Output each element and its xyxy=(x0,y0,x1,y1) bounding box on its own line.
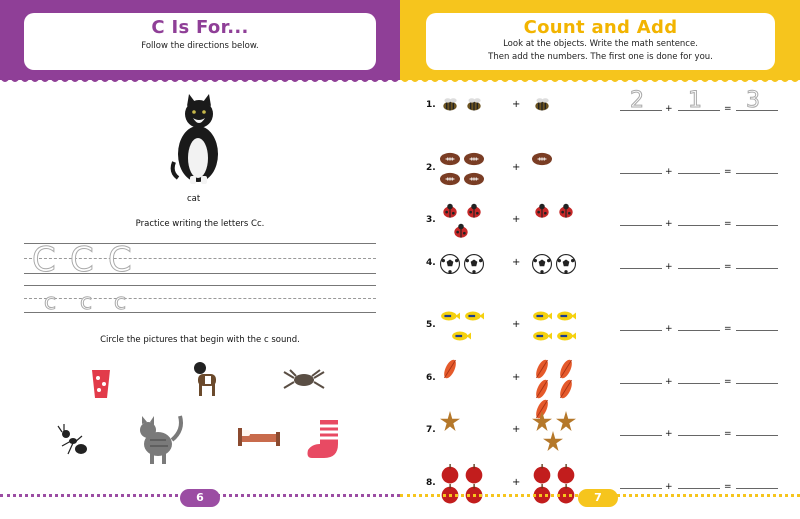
plus-sign: + xyxy=(512,476,521,488)
leaf-icon xyxy=(440,359,460,379)
header-card xyxy=(426,13,775,70)
soccer-ball-icon xyxy=(440,254,460,274)
plus-sign: + xyxy=(512,99,521,110)
answer-blank[interactable] xyxy=(620,435,662,436)
trace-letter-c[interactable]: c xyxy=(44,290,57,315)
leaf-icon xyxy=(556,359,576,379)
writing-line-base xyxy=(24,312,376,313)
row-label: 5. xyxy=(426,320,436,330)
equals-sign: = xyxy=(724,481,732,492)
answer-blank[interactable] xyxy=(678,488,720,489)
trace-letter-c[interactable]: c xyxy=(114,290,127,315)
plus-sign: + xyxy=(665,219,673,229)
football-icon xyxy=(440,169,460,189)
row-label: 6. xyxy=(426,372,436,383)
leaf-icon xyxy=(556,379,576,399)
fish-icon xyxy=(451,326,471,346)
answer-blank[interactable] xyxy=(736,173,778,174)
answer-blank[interactable] xyxy=(620,268,662,269)
answer-blank[interactable] xyxy=(736,383,778,384)
answer-blank[interactable] xyxy=(736,268,778,269)
trace-letter-c[interactable]: c xyxy=(80,290,93,315)
starfish-icon xyxy=(532,411,552,431)
answer-blank[interactable] xyxy=(678,383,720,384)
instruction-line-1: Look at the objects. Write the math sentence. xyxy=(503,39,698,49)
crab-picture[interactable] xyxy=(282,368,326,392)
plus-sign: + xyxy=(665,429,673,439)
trace-letter-C[interactable]: C xyxy=(32,240,56,280)
answer-blank[interactable] xyxy=(736,435,778,436)
page-title: C Is For... xyxy=(151,17,249,38)
ladybug-icon xyxy=(451,221,471,241)
bed-picture[interactable] xyxy=(236,424,282,448)
dog-picture[interactable] xyxy=(190,358,224,398)
leaf-icon xyxy=(532,359,552,379)
instruction-line-2: Then add the numbers. The first one is done for you. xyxy=(488,52,713,62)
fish-icon xyxy=(556,306,576,326)
answer-blank[interactable] xyxy=(620,383,662,384)
soccer-ball-icon xyxy=(532,254,552,274)
plus-sign: + xyxy=(512,424,521,435)
page-subtitle: Follow the directions below. xyxy=(141,41,259,51)
answer-blank[interactable] xyxy=(678,330,720,331)
answer-blank[interactable] xyxy=(736,225,778,226)
answer-blank[interactable] xyxy=(736,330,778,331)
scallop-edge xyxy=(0,74,400,86)
header-card xyxy=(24,13,376,70)
equals-sign: = xyxy=(724,166,732,177)
row-label: 8. xyxy=(426,477,436,488)
answer-blank[interactable] xyxy=(678,225,720,226)
starfish-icon xyxy=(440,411,460,431)
football-icon xyxy=(464,149,484,169)
answer-blank[interactable] xyxy=(620,488,662,489)
practice-instruction: Practice writing the letters Cc. xyxy=(135,219,265,229)
ladybug-icon xyxy=(440,201,460,221)
equals-sign: = xyxy=(724,261,732,272)
plus-sign: + xyxy=(512,214,521,225)
bee-icon xyxy=(532,96,552,116)
equals-sign: = xyxy=(724,219,732,229)
fish-icon xyxy=(532,326,552,346)
equals-sign: = xyxy=(724,376,732,387)
apple-icon xyxy=(464,464,484,484)
page-title: Count and Add xyxy=(523,17,678,38)
answer-blank[interactable] xyxy=(620,330,662,331)
starfish-icon xyxy=(556,411,576,431)
leaf-icon xyxy=(532,379,552,399)
trace-letter-C[interactable]: C xyxy=(70,240,94,280)
cup-picture[interactable] xyxy=(90,368,112,400)
answer-blank[interactable] xyxy=(620,225,662,226)
bee-icon xyxy=(440,96,460,116)
equals-sign: = xyxy=(724,104,732,114)
row-label: 2. xyxy=(426,162,436,173)
apple-icon xyxy=(532,464,552,484)
trace-letter-C[interactable]: C xyxy=(108,240,132,280)
traced-answer: 3 xyxy=(746,88,760,113)
sock-picture[interactable] xyxy=(304,418,344,462)
traced-answer: 1 xyxy=(688,88,702,113)
row-label: 3. xyxy=(426,215,436,225)
answer-blank[interactable] xyxy=(678,173,720,174)
cat-picture[interactable] xyxy=(136,410,188,464)
traced-answer: 2 xyxy=(630,88,644,113)
plus-sign: + xyxy=(665,481,673,492)
plus-sign: + xyxy=(512,256,521,268)
fish-icon xyxy=(532,306,552,326)
row-label: 4. xyxy=(426,257,436,268)
page-number: 7 xyxy=(578,489,618,507)
soccer-ball-icon xyxy=(556,254,576,274)
plus-sign: + xyxy=(665,261,673,272)
row-label: 7. xyxy=(426,425,436,435)
right-page xyxy=(400,0,800,519)
plus-sign: + xyxy=(512,161,521,173)
plus-sign: + xyxy=(512,371,521,383)
answer-blank[interactable] xyxy=(678,435,720,436)
writing-line-mid xyxy=(24,298,376,299)
apple-icon xyxy=(556,464,576,484)
plus-sign: + xyxy=(665,324,673,334)
answer-blank[interactable] xyxy=(620,173,662,174)
scallop-edge xyxy=(400,74,800,86)
fish-icon xyxy=(440,306,460,326)
apple-icon xyxy=(440,464,460,484)
fish-icon xyxy=(556,326,576,346)
writing-line-top xyxy=(24,285,376,286)
football-icon xyxy=(464,169,484,189)
page-number: 6 xyxy=(180,489,220,507)
fish-icon xyxy=(464,306,484,326)
football-icon xyxy=(532,149,552,169)
answer-blank[interactable] xyxy=(736,488,778,489)
plus-sign: + xyxy=(665,104,673,114)
circle-instruction: Circle the pictures that begin with the c sound. xyxy=(100,335,300,345)
ladybug-icon xyxy=(532,201,552,221)
plus-sign: + xyxy=(665,166,673,177)
ladybug-icon xyxy=(464,201,484,221)
row-label: 1. xyxy=(426,100,436,110)
bee-icon xyxy=(464,96,484,116)
plus-sign: + xyxy=(665,376,673,387)
ant-picture[interactable] xyxy=(56,424,90,460)
football-icon xyxy=(440,149,460,169)
starfish-icon xyxy=(543,431,563,451)
answer-blank[interactable] xyxy=(678,268,720,269)
soccer-ball-icon xyxy=(464,254,484,274)
equals-sign: = xyxy=(724,429,732,439)
word-cat: cat xyxy=(187,194,201,204)
cat-photo xyxy=(168,92,226,188)
equals-sign: = xyxy=(724,324,732,334)
plus-sign: + xyxy=(512,319,521,330)
ladybug-icon xyxy=(556,201,576,221)
